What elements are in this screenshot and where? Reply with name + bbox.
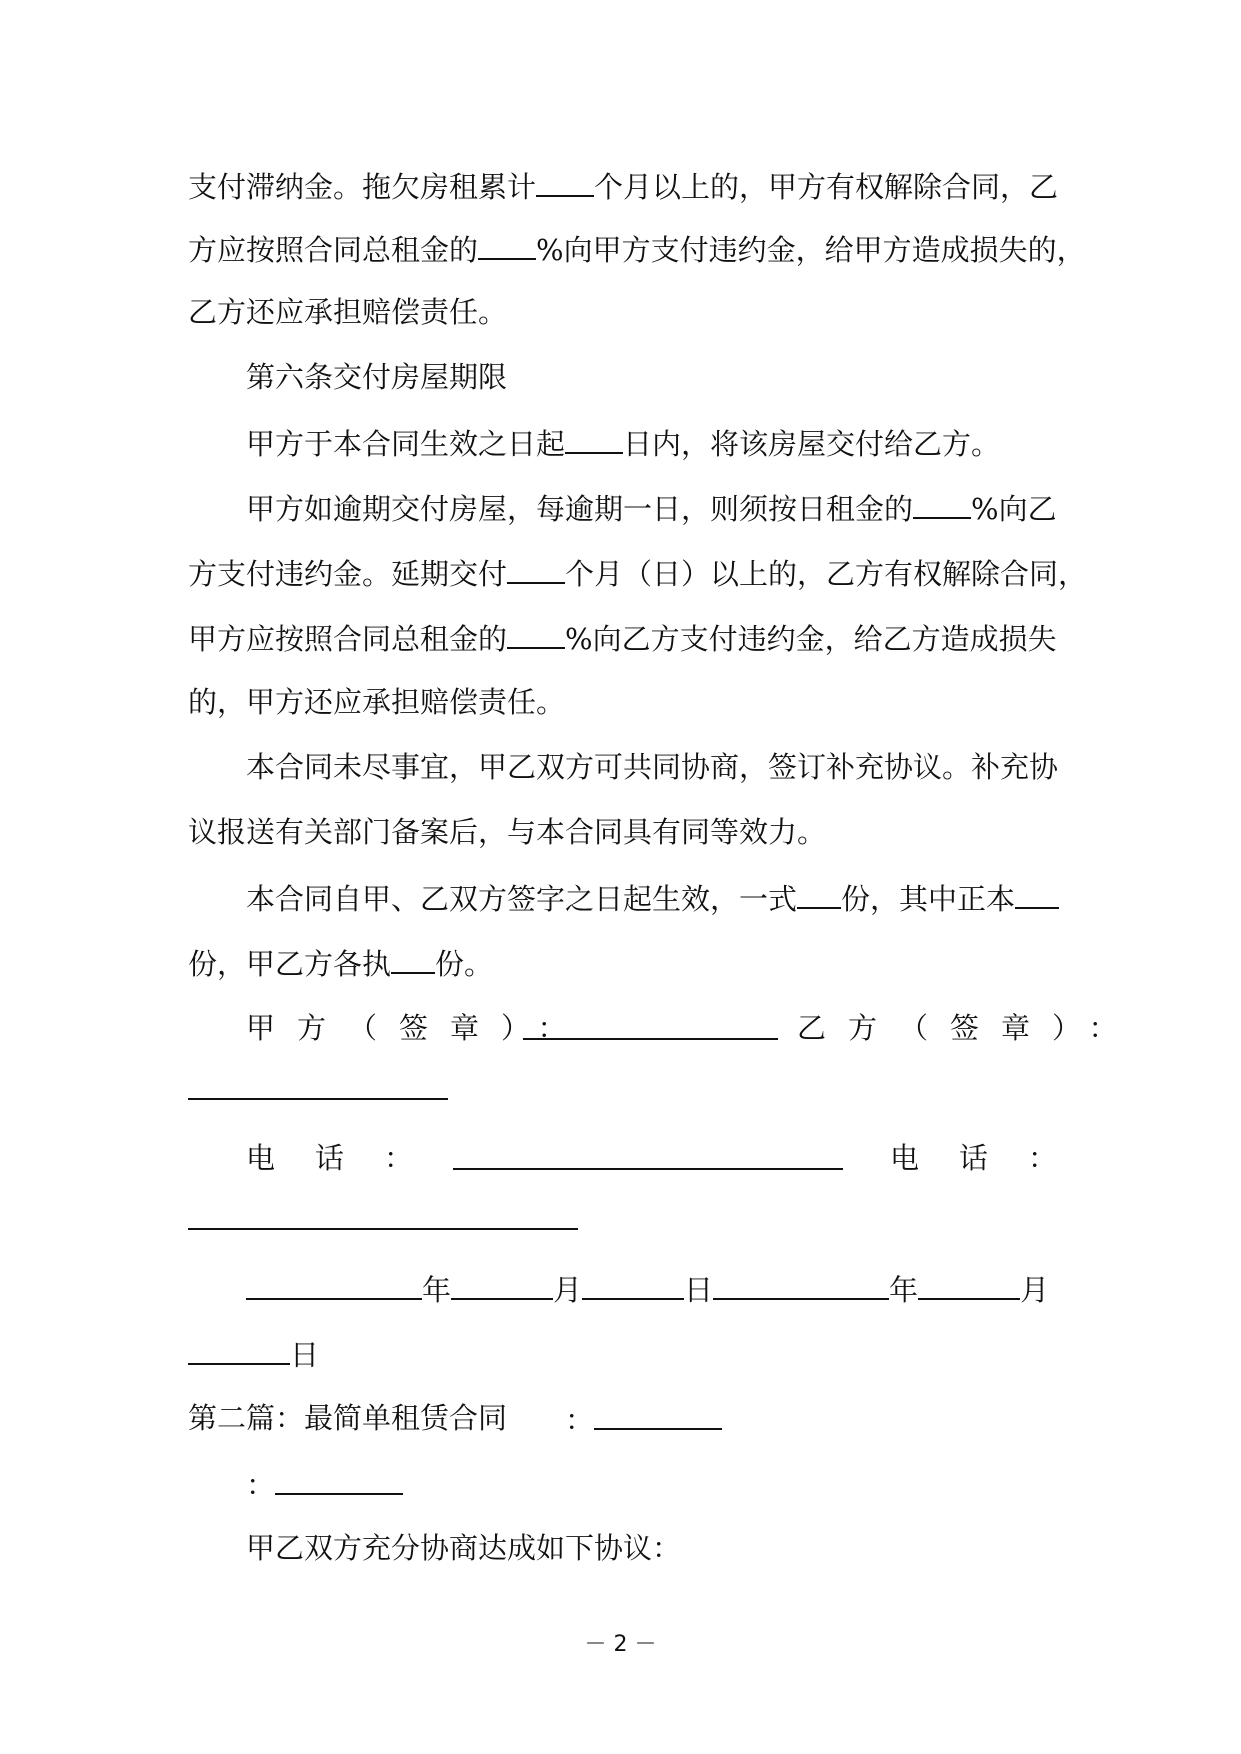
supplement-line2	[188, 812, 826, 852]
article6-line3	[188, 552, 1087, 594]
text: 月	[1020, 1273, 1050, 1307]
blank-field1	[594, 1398, 722, 1430]
text: 日	[290, 1338, 320, 1372]
text: 日	[684, 1273, 714, 1307]
blank-year-a	[246, 1268, 422, 1300]
text: 乙方（签章）：	[797, 1011, 1140, 1045]
text: 甲方应按照合同总租金的	[188, 622, 508, 656]
text: %向甲方支付违约金，给甲方造成损失的，	[536, 233, 1086, 267]
text: 乙方还应承担赔偿责任。	[188, 295, 508, 329]
blank-originals	[1015, 877, 1059, 909]
text: 甲方如逾期交付房屋，每逾期一日，则须按日租金的	[246, 492, 914, 526]
part2-field2	[246, 1463, 403, 1505]
blank-daily-percent	[913, 487, 971, 519]
text: %向乙方支付违约金，给乙方造成损失	[565, 622, 1057, 656]
date-line	[246, 1268, 1049, 1310]
text: 年	[889, 1273, 919, 1307]
text: 本合同自甲、乙双方签字之日起生效，一式	[246, 882, 798, 916]
party-a-signature-blank	[523, 1008, 778, 1050]
article6-line5	[188, 682, 565, 722]
text: 甲乙双方充分协商达成如下协议：	[246, 1531, 682, 1565]
text: %向乙	[971, 492, 1057, 526]
blank-phone-a	[453, 1138, 843, 1170]
text: 支付滞纳金。拖欠房租累计	[188, 170, 537, 204]
effective-line1	[246, 877, 1059, 919]
supplement-line1	[246, 747, 1058, 787]
blank-delay-months	[507, 552, 565, 584]
text: ：	[246, 1468, 276, 1502]
text: 个月（日）以上的，乙方有权解除合同，	[565, 557, 1088, 591]
text: 电话：	[246, 1141, 454, 1175]
title-text: 第二篇：最简单租赁合同	[188, 1401, 508, 1435]
text: 议报送有关部门备案后，与本合同具有同等效力。	[188, 815, 827, 849]
text: 电话：	[890, 1141, 1098, 1175]
phone-b-blank	[188, 1198, 578, 1240]
blank-copies	[797, 877, 841, 909]
blank-party-a-signature	[523, 1008, 778, 1040]
blank-month-a	[451, 1268, 553, 1300]
blank-total-percent	[507, 617, 565, 649]
text: 份，甲乙方各执	[188, 947, 392, 981]
text: 甲方于本合同生效之日起	[246, 427, 566, 461]
text: 年	[422, 1273, 452, 1307]
text: 方应按照合同总租金的	[188, 233, 479, 267]
article6-line4	[188, 617, 1057, 659]
text: 日内，将该房屋交付给乙方。	[623, 427, 1001, 461]
text: 个月以上的，甲方有权解除合同，乙	[594, 170, 1059, 204]
blank-day-a	[582, 1268, 684, 1300]
party-b-signature-label	[797, 1008, 1140, 1048]
blank-year-b	[713, 1268, 889, 1300]
party-b-signature-blank	[188, 1068, 448, 1110]
phone-a-label	[246, 1138, 453, 1178]
page-number: － 2 －	[584, 1632, 657, 1657]
blank-days	[565, 422, 623, 454]
date-line-cont	[188, 1333, 319, 1375]
text: 的，甲方还应承担赔偿责任。	[188, 685, 566, 719]
phone-b-label	[890, 1138, 1097, 1178]
blank-phone-b	[188, 1198, 578, 1230]
blank-month-b	[918, 1268, 1020, 1300]
part2-title	[188, 1398, 507, 1438]
text: 甲方（签章）：	[246, 1011, 589, 1045]
blank-each-holds	[391, 942, 435, 974]
text: 本合同未尽事宜，甲乙双方可共同协商，签订补充协议。补充协	[246, 750, 1059, 784]
effective-line2	[188, 942, 493, 984]
text: ：	[565, 1403, 595, 1437]
text: 方支付违约金。延期交付	[188, 557, 508, 591]
clause5-line3	[188, 292, 507, 332]
heading-text: 第六条交付房屋期限	[246, 360, 508, 394]
blank-party-b-signature	[188, 1068, 448, 1100]
blank-field2	[275, 1463, 403, 1495]
article6-heading	[246, 357, 507, 397]
part2-field1	[565, 1398, 722, 1440]
article6-line1	[246, 422, 1000, 464]
phone-a-blank	[453, 1138, 843, 1180]
blank-penalty-percent	[478, 228, 536, 260]
text: 份，其中正本	[841, 882, 1016, 916]
blank-day-b	[188, 1333, 290, 1365]
text: 月	[553, 1273, 583, 1307]
clause5-line1	[188, 165, 1058, 207]
part2-agreement	[246, 1528, 681, 1568]
article6-line2	[246, 487, 1057, 529]
text: 份。	[435, 947, 494, 981]
blank-months-overdue	[536, 165, 594, 197]
clause5-line2	[188, 228, 1086, 270]
